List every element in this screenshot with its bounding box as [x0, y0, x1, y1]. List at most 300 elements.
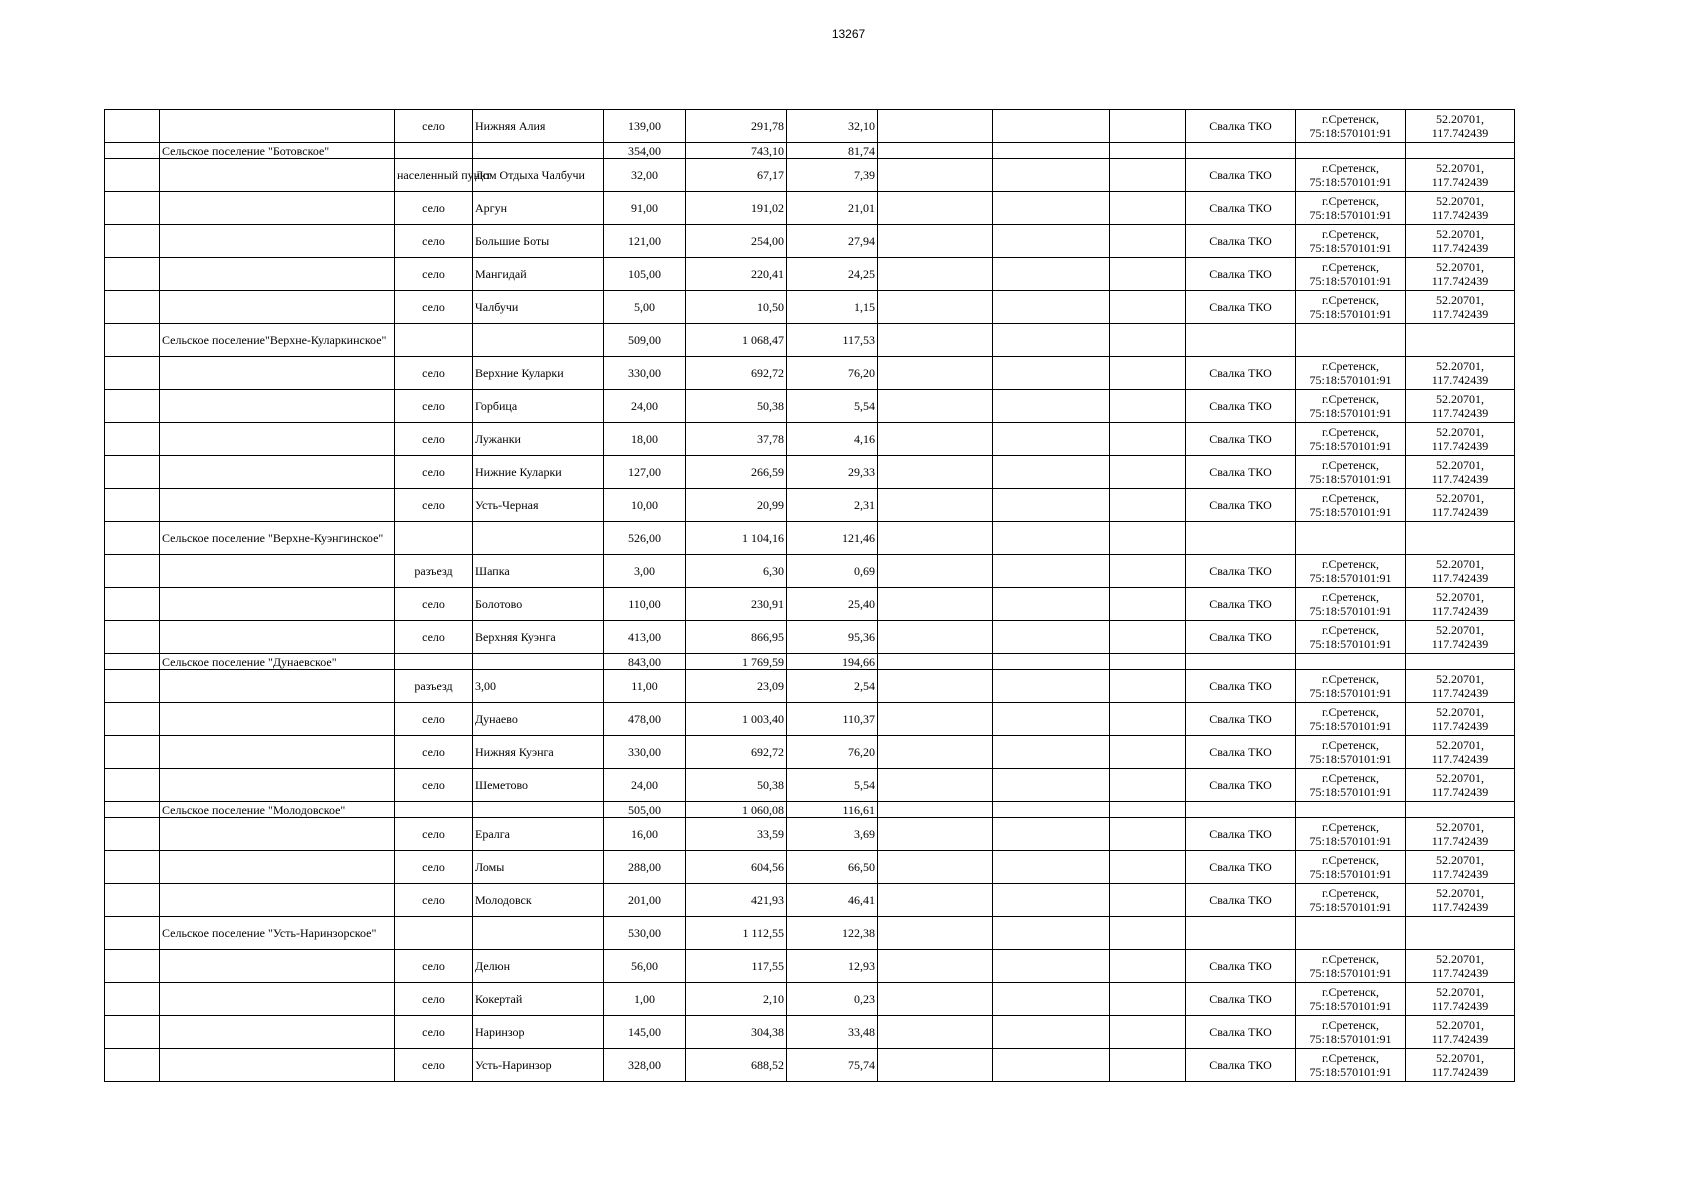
cell-empty [878, 143, 993, 159]
table-row [105, 950, 1515, 983]
cell-line: г.Сретенск, [1321, 672, 1380, 686]
cell-number [105, 357, 160, 390]
cell-empty [993, 1049, 1110, 1082]
cell-mass: 5,54 [787, 769, 878, 802]
cell-dump-address [1296, 818, 1406, 851]
cell-dump-coordinates [1406, 390, 1515, 423]
cell-number [105, 884, 160, 917]
cell-empty [1110, 1049, 1186, 1082]
cell-line: 117.742439 [1431, 686, 1489, 700]
settlement-total-row [105, 522, 1515, 555]
cell-volume: 688,52 [686, 1049, 787, 1082]
cell-empty [1110, 670, 1186, 703]
cell-line: 117.742439 [1431, 571, 1489, 585]
cell-dump-address [1296, 456, 1406, 489]
cell-empty [473, 917, 604, 950]
cell-line: 117.742439 [1431, 752, 1489, 766]
cell-empty [1110, 159, 1186, 192]
cell-empty [878, 621, 993, 654]
cell-volume: 866,95 [686, 621, 787, 654]
cell-dump-coordinates [1406, 110, 1515, 143]
cell-empty [993, 670, 1110, 703]
cell-empty [1406, 654, 1515, 670]
cell-empty [993, 390, 1110, 423]
cell-settlement [160, 1016, 395, 1049]
table-row [105, 736, 1515, 769]
cell-locality-type: разъезд [395, 670, 473, 703]
cell-empty [993, 818, 1110, 851]
cell-dump-address [1296, 225, 1406, 258]
cell-volume: 304,38 [686, 1016, 787, 1049]
cell-empty [1110, 423, 1186, 456]
cell-dump-site: Свалка ТКО [1186, 423, 1296, 456]
cell-locality-type: село [395, 489, 473, 522]
cell-empty [878, 769, 993, 802]
cell-locality-type: село [395, 258, 473, 291]
cell-empty [878, 522, 993, 555]
cell-line: 52.20701, [1436, 738, 1484, 752]
cell-settlement-name: Сельское поселение "Усть-Наринзорское" [160, 917, 395, 950]
cell-locality-name: Шапка [473, 555, 604, 588]
cell-population: 1,00 [604, 983, 686, 1016]
cell-dump-address [1296, 357, 1406, 390]
cell-population: 530,00 [604, 917, 686, 950]
cell-line: г.Сретенск, [1321, 853, 1380, 867]
cell-mass: 25,40 [787, 588, 878, 621]
cell-dump-site: Свалка ТКО [1186, 588, 1296, 621]
cell-locality-name: Усть-Черная [473, 489, 604, 522]
cell-number [105, 192, 160, 225]
cell-line: г.Сретенск, [1321, 557, 1380, 571]
cell-line: 52.20701, [1436, 161, 1484, 175]
cell-number [105, 159, 160, 192]
cell-number [105, 110, 160, 143]
cell-mass: 0,69 [787, 555, 878, 588]
cell-empty [1110, 654, 1186, 670]
cell-mass: 121,46 [787, 522, 878, 555]
cell-locality-name: Верхняя Куэнга [473, 621, 604, 654]
cell-line: 117.742439 [1431, 785, 1489, 799]
cell-dump-coordinates [1406, 884, 1515, 917]
cell-dump-address [1296, 159, 1406, 192]
table-row [105, 423, 1515, 456]
cell-dump-site: Свалка ТКО [1186, 851, 1296, 884]
cell-locality-name: Болотово [473, 588, 604, 621]
cell-number [105, 522, 160, 555]
cell-empty [473, 143, 604, 159]
cell-dump-site: Свалка ТКО [1186, 670, 1296, 703]
cell-dump-coordinates [1406, 489, 1515, 522]
cell-settlement [160, 423, 395, 456]
cell-settlement [160, 588, 395, 621]
cell-dump-address [1296, 670, 1406, 703]
cell-empty [993, 291, 1110, 324]
cell-locality-name: Молодовск [473, 884, 604, 917]
cell-empty [1110, 143, 1186, 159]
cell-line: 117.742439 [1431, 472, 1489, 486]
cell-line: 117.742439 [1431, 241, 1489, 255]
cell-empty [1186, 917, 1296, 950]
cell-line: г.Сретенск, [1321, 293, 1380, 307]
cell-line: 52.20701, [1436, 771, 1484, 785]
table-row [105, 192, 1515, 225]
cell-empty [878, 225, 993, 258]
cell-dump-address [1296, 588, 1406, 621]
cell-line: 75:18:570101:91 [1309, 1065, 1392, 1079]
cell-population: 18,00 [604, 423, 686, 456]
cell-population: 11,00 [604, 670, 686, 703]
cell-locality-type: село [395, 291, 473, 324]
cell-empty [878, 357, 993, 390]
cell-line: 117.742439 [1431, 208, 1489, 222]
cell-empty [1186, 143, 1296, 159]
cell-line: 117.742439 [1431, 834, 1489, 848]
cell-empty [1406, 802, 1515, 818]
cell-empty [993, 588, 1110, 621]
cell-empty [878, 703, 993, 736]
registry-body [105, 110, 1515, 1082]
cell-population: 121,00 [604, 225, 686, 258]
cell-settlement [160, 670, 395, 703]
cell-line: 52.20701, [1436, 392, 1484, 406]
cell-volume: 23,09 [686, 670, 787, 703]
cell-settlement [160, 258, 395, 291]
cell-line: 52.20701, [1436, 260, 1484, 274]
cell-empty [1110, 489, 1186, 522]
cell-line: 52.20701, [1436, 458, 1484, 472]
cell-line: г.Сретенск, [1321, 623, 1380, 637]
cell-dump-address [1296, 489, 1406, 522]
cell-line: 75:18:570101:91 [1309, 637, 1392, 651]
cell-line: 75:18:570101:91 [1309, 834, 1392, 848]
cell-mass: 76,20 [787, 736, 878, 769]
cell-empty [473, 522, 604, 555]
cell-mass: 3,69 [787, 818, 878, 851]
cell-line: г.Сретенск, [1321, 738, 1380, 752]
cell-line: 52.20701, [1436, 886, 1484, 900]
cell-volume: 117,55 [686, 950, 787, 983]
cell-empty [1296, 802, 1406, 818]
cell-settlement [160, 291, 395, 324]
cell-number [105, 983, 160, 1016]
cell-empty [1110, 291, 1186, 324]
cell-line: 52.20701, [1436, 1018, 1484, 1032]
cell-empty [878, 654, 993, 670]
cell-empty [993, 621, 1110, 654]
cell-mass: 194,66 [787, 654, 878, 670]
cell-number [105, 1016, 160, 1049]
cell-line: 75:18:570101:91 [1309, 175, 1392, 189]
cell-locality-name: Мангидай [473, 258, 604, 291]
cell-empty [993, 703, 1110, 736]
cell-line: 75:18:570101:91 [1309, 999, 1392, 1013]
cell-empty [993, 769, 1110, 802]
cell-line: 117.742439 [1431, 867, 1489, 881]
cell-population: 32,00 [604, 159, 686, 192]
cell-dump-site: Свалка ТКО [1186, 950, 1296, 983]
cell-number [105, 802, 160, 818]
cell-line: 117.742439 [1431, 505, 1489, 519]
cell-empty [878, 423, 993, 456]
cell-population: 56,00 [604, 950, 686, 983]
cell-dump-site: Свалка ТКО [1186, 1049, 1296, 1082]
cell-number [105, 703, 160, 736]
cell-empty [878, 1049, 993, 1082]
cell-dump-coordinates [1406, 225, 1515, 258]
cell-line: г.Сретенск, [1321, 359, 1380, 373]
cell-mass: 2,54 [787, 670, 878, 703]
cell-empty [1110, 917, 1186, 950]
cell-population: 145,00 [604, 1016, 686, 1049]
cell-empty [395, 654, 473, 670]
cell-line: г.Сретенск, [1321, 392, 1380, 406]
cell-line: 52.20701, [1436, 491, 1484, 505]
cell-dump-site: Свалка ТКО [1186, 159, 1296, 192]
table-row [105, 703, 1515, 736]
cell-settlement-name: Сельское поселение "Верхне-Куэнгинское" [160, 522, 395, 555]
cell-settlement [160, 736, 395, 769]
cell-volume: 6,30 [686, 555, 787, 588]
cell-line: 117.742439 [1431, 274, 1489, 288]
cell-empty [878, 555, 993, 588]
cell-line: 117.742439 [1431, 604, 1489, 618]
cell-population: 24,00 [604, 390, 686, 423]
cell-dump-address [1296, 258, 1406, 291]
cell-empty [395, 522, 473, 555]
cell-line: 52.20701, [1436, 705, 1484, 719]
cell-empty [1110, 588, 1186, 621]
cell-population: 526,00 [604, 522, 686, 555]
cell-settlement [160, 703, 395, 736]
cell-line: 117.742439 [1431, 175, 1489, 189]
cell-locality-type: село [395, 851, 473, 884]
cell-number [105, 225, 160, 258]
cell-empty [1296, 522, 1406, 555]
cell-locality-type: село [395, 769, 473, 802]
cell-number [105, 588, 160, 621]
cell-volume: 10,50 [686, 291, 787, 324]
cell-locality-type: село [395, 983, 473, 1016]
table-row [105, 291, 1515, 324]
cell-line: 117.742439 [1431, 637, 1489, 651]
cell-volume: 220,41 [686, 258, 787, 291]
cell-volume: 33,59 [686, 818, 787, 851]
cell-empty [1296, 143, 1406, 159]
cell-locality-type: село [395, 736, 473, 769]
cell-settlement [160, 225, 395, 258]
settlement-total-row [105, 802, 1515, 818]
cell-empty [473, 802, 604, 818]
cell-empty [473, 324, 604, 357]
cell-mass: 32,10 [787, 110, 878, 143]
cell-locality-name: Усть-Наринзор [473, 1049, 604, 1082]
cell-population: 10,00 [604, 489, 686, 522]
cell-number [105, 769, 160, 802]
cell-population: 139,00 [604, 110, 686, 143]
cell-mass: 4,16 [787, 423, 878, 456]
cell-locality-name: Шеметово [473, 769, 604, 802]
cell-number [105, 621, 160, 654]
cell-empty [1186, 324, 1296, 357]
cell-empty [395, 143, 473, 159]
cell-line: 52.20701, [1436, 623, 1484, 637]
table-row [105, 456, 1515, 489]
cell-number [105, 291, 160, 324]
cell-line: 75:18:570101:91 [1309, 719, 1392, 733]
table-row [105, 818, 1515, 851]
cell-mass: 27,94 [787, 225, 878, 258]
cell-dump-site: Свалка ТКО [1186, 489, 1296, 522]
cell-line: 117.742439 [1431, 373, 1489, 387]
cell-line: г.Сретенск, [1321, 1051, 1380, 1065]
cell-empty [1110, 818, 1186, 851]
cell-empty [395, 324, 473, 357]
cell-population: 127,00 [604, 456, 686, 489]
table-row [105, 357, 1515, 390]
cell-dump-coordinates [1406, 703, 1515, 736]
cell-dump-site: Свалка ТКО [1186, 1016, 1296, 1049]
cell-empty [395, 917, 473, 950]
cell-dump-address [1296, 884, 1406, 917]
cell-line: 75:18:570101:91 [1309, 752, 1392, 766]
cell-line: 52.20701, [1436, 985, 1484, 999]
cell-volume: 67,17 [686, 159, 787, 192]
cell-line: 75:18:570101:91 [1309, 274, 1392, 288]
cell-empty [1110, 769, 1186, 802]
cell-dump-site: Свалка ТКО [1186, 555, 1296, 588]
cell-empty [1110, 1016, 1186, 1049]
cell-line: 52.20701, [1436, 359, 1484, 373]
cell-dump-address [1296, 1016, 1406, 1049]
cell-line: 52.20701, [1436, 293, 1484, 307]
table-row [105, 1049, 1515, 1082]
cell-empty [878, 851, 993, 884]
cell-volume: 421,93 [686, 884, 787, 917]
cell-dump-site: Свалка ТКО [1186, 983, 1296, 1016]
cell-line: г.Сретенск, [1321, 886, 1380, 900]
cell-dump-coordinates [1406, 456, 1515, 489]
cell-dump-address [1296, 621, 1406, 654]
cell-mass: 75,74 [787, 1049, 878, 1082]
cell-empty [878, 884, 993, 917]
cell-locality-type: разъезд [395, 555, 473, 588]
cell-settlement [160, 884, 395, 917]
cell-empty [993, 851, 1110, 884]
cell-mass: 76,20 [787, 357, 878, 390]
cell-line: 75:18:570101:91 [1309, 505, 1392, 519]
cell-number [105, 654, 160, 670]
cell-dump-coordinates [1406, 192, 1515, 225]
cell-empty [1110, 703, 1186, 736]
cell-population: 505,00 [604, 802, 686, 818]
cell-line: г.Сретенск, [1321, 820, 1380, 834]
cell-settlement [160, 621, 395, 654]
cell-line: 75:18:570101:91 [1309, 472, 1392, 486]
cell-population: 478,00 [604, 703, 686, 736]
cell-empty [993, 192, 1110, 225]
cell-line: г.Сретенск, [1321, 425, 1380, 439]
cell-volume: 266,59 [686, 456, 787, 489]
cell-dump-address [1296, 110, 1406, 143]
cell-empty [1110, 884, 1186, 917]
cell-empty [1110, 522, 1186, 555]
cell-line: г.Сретенск, [1321, 985, 1380, 999]
cell-number [105, 423, 160, 456]
cell-empty [878, 670, 993, 703]
cell-number [105, 489, 160, 522]
cell-dump-site: Свалка ТКО [1186, 456, 1296, 489]
cell-empty [993, 522, 1110, 555]
cell-mass: 110,37 [787, 703, 878, 736]
cell-volume: 604,56 [686, 851, 787, 884]
cell-volume: 1 104,16 [686, 522, 787, 555]
cell-empty [993, 654, 1110, 670]
cell-locality-type: село [395, 1049, 473, 1082]
cell-locality-type: село [395, 192, 473, 225]
cell-empty [1406, 522, 1515, 555]
cell-settlement [160, 390, 395, 423]
table-row [105, 884, 1515, 917]
cell-dump-coordinates [1406, 621, 1515, 654]
cell-line: г.Сретенск, [1321, 590, 1380, 604]
cell-population: 16,00 [604, 818, 686, 851]
cell-empty [993, 555, 1110, 588]
cell-population: 201,00 [604, 884, 686, 917]
cell-line: 117.742439 [1431, 126, 1489, 140]
cell-number [105, 258, 160, 291]
cell-empty [878, 456, 993, 489]
cell-dump-coordinates [1406, 736, 1515, 769]
cell-volume: 20,99 [686, 489, 787, 522]
cell-empty [878, 291, 993, 324]
cell-settlement-name: Сельское поселение "Молодовское" [160, 802, 395, 818]
cell-population: 330,00 [604, 736, 686, 769]
waste-registry-table [104, 109, 1515, 1082]
cell-empty [1186, 802, 1296, 818]
cell-empty [993, 357, 1110, 390]
cell-number [105, 736, 160, 769]
cell-empty [993, 143, 1110, 159]
cell-line: 75:18:570101:91 [1309, 867, 1392, 881]
cell-empty [878, 159, 993, 192]
cell-dump-address [1296, 950, 1406, 983]
cell-empty [878, 192, 993, 225]
cell-empty [878, 736, 993, 769]
cell-volume: 230,91 [686, 588, 787, 621]
cell-line: 75:18:570101:91 [1309, 406, 1392, 420]
table-row [105, 390, 1515, 423]
cell-empty [993, 884, 1110, 917]
cell-empty [1406, 917, 1515, 950]
cell-dump-site: Свалка ТКО [1186, 736, 1296, 769]
cell-mass: 33,48 [787, 1016, 878, 1049]
cell-line: 117.742439 [1431, 406, 1489, 420]
cell-locality-type: населенный пункт [395, 159, 473, 192]
cell-line: г.Сретенск, [1321, 491, 1380, 505]
cell-locality-name: Большие Боты [473, 225, 604, 258]
cell-line: 75:18:570101:91 [1309, 900, 1392, 914]
cell-dump-coordinates [1406, 291, 1515, 324]
cell-population: 354,00 [604, 143, 686, 159]
cell-dump-address [1296, 736, 1406, 769]
cell-line: 75:18:570101:91 [1309, 439, 1392, 453]
cell-locality-name: Ломы [473, 851, 604, 884]
cell-locality-type: село [395, 703, 473, 736]
cell-population: 24,00 [604, 769, 686, 802]
cell-empty [1110, 555, 1186, 588]
cell-population: 91,00 [604, 192, 686, 225]
cell-empty [1110, 357, 1186, 390]
